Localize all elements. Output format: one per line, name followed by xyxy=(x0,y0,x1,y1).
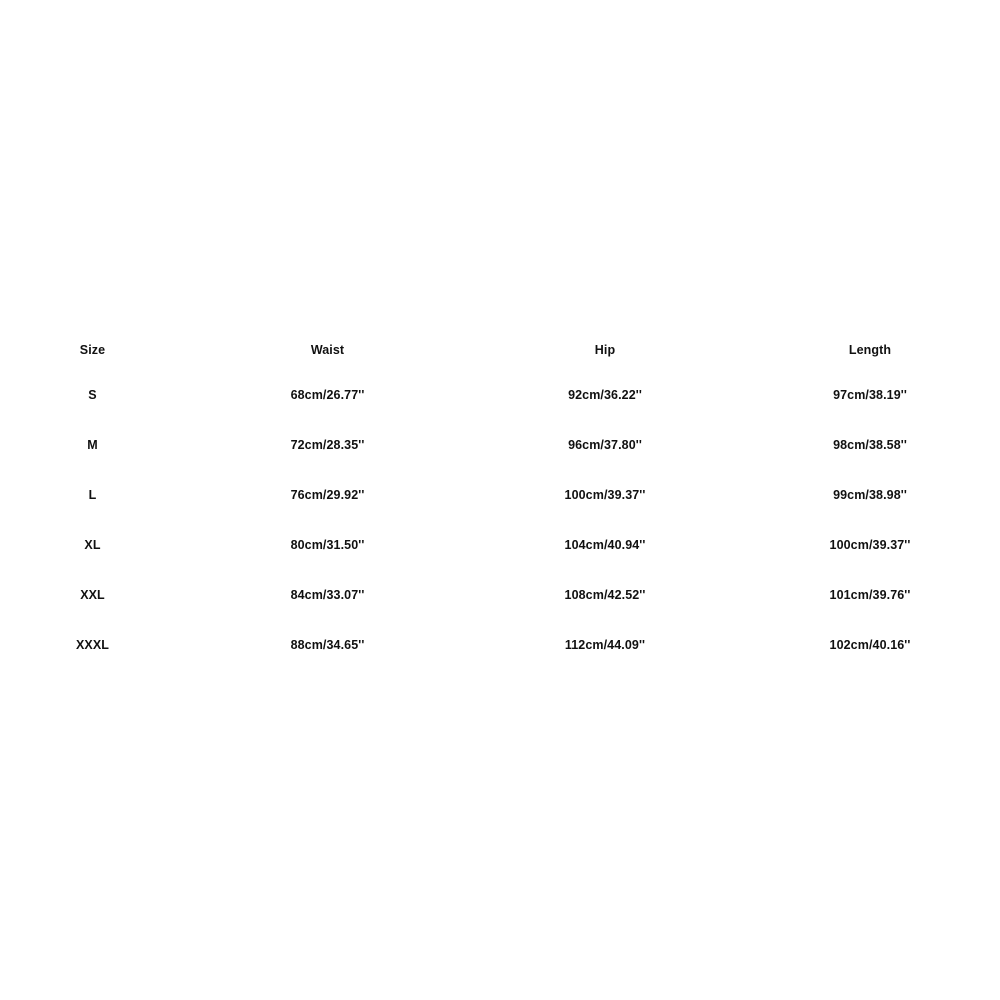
cell-size: S xyxy=(88,388,97,402)
table-row xyxy=(0,570,1000,620)
column-header-size: Size xyxy=(79,343,106,357)
cell-size: XL xyxy=(84,538,101,552)
cell-size: L xyxy=(88,488,97,502)
cell-waist: 80cm/31.50'' xyxy=(290,538,365,552)
cell-waist: 72cm/28.35'' xyxy=(290,438,365,452)
cell-hip: 112cm/44.09'' xyxy=(564,638,646,652)
cell-size: M xyxy=(87,438,98,452)
cell-hip: 104cm/40.94'' xyxy=(564,538,646,552)
table-body xyxy=(0,370,1000,670)
table-row xyxy=(0,620,1000,670)
cell-size: XXL xyxy=(80,588,105,602)
cell-length: 101cm/39.76'' xyxy=(829,588,911,602)
table-header xyxy=(0,330,1000,370)
cell-size: XXXL xyxy=(75,638,110,652)
table-row xyxy=(0,420,1000,470)
size-table xyxy=(0,330,1000,670)
cell-waist: 68cm/26.77'' xyxy=(290,388,365,402)
cell-hip: 92cm/36.22'' xyxy=(568,388,642,402)
cell-length: 102cm/40.16'' xyxy=(829,638,911,652)
cell-waist: 84cm/33.07'' xyxy=(290,588,365,602)
cell-waist: 76cm/29.92'' xyxy=(290,488,365,502)
table-row xyxy=(0,520,1000,570)
cell-length: 98cm/38.58'' xyxy=(833,438,907,452)
size-chart xyxy=(0,330,1000,670)
cell-hip: 100cm/39.37'' xyxy=(564,488,646,502)
cell-length: 100cm/39.37'' xyxy=(829,538,911,552)
column-header-waist: Waist xyxy=(310,343,345,357)
column-header-length: Length xyxy=(848,343,892,357)
table-header-row xyxy=(0,330,1000,370)
column-header-hip: Hip xyxy=(594,343,616,357)
table-row xyxy=(0,470,1000,520)
table-row xyxy=(0,370,1000,420)
cell-length: 97cm/38.19'' xyxy=(833,388,907,402)
cell-length: 99cm/38.98'' xyxy=(833,488,907,502)
cell-waist: 88cm/34.65'' xyxy=(290,638,365,652)
cell-hip: 108cm/42.52'' xyxy=(564,588,646,602)
cell-hip: 96cm/37.80'' xyxy=(568,438,642,452)
